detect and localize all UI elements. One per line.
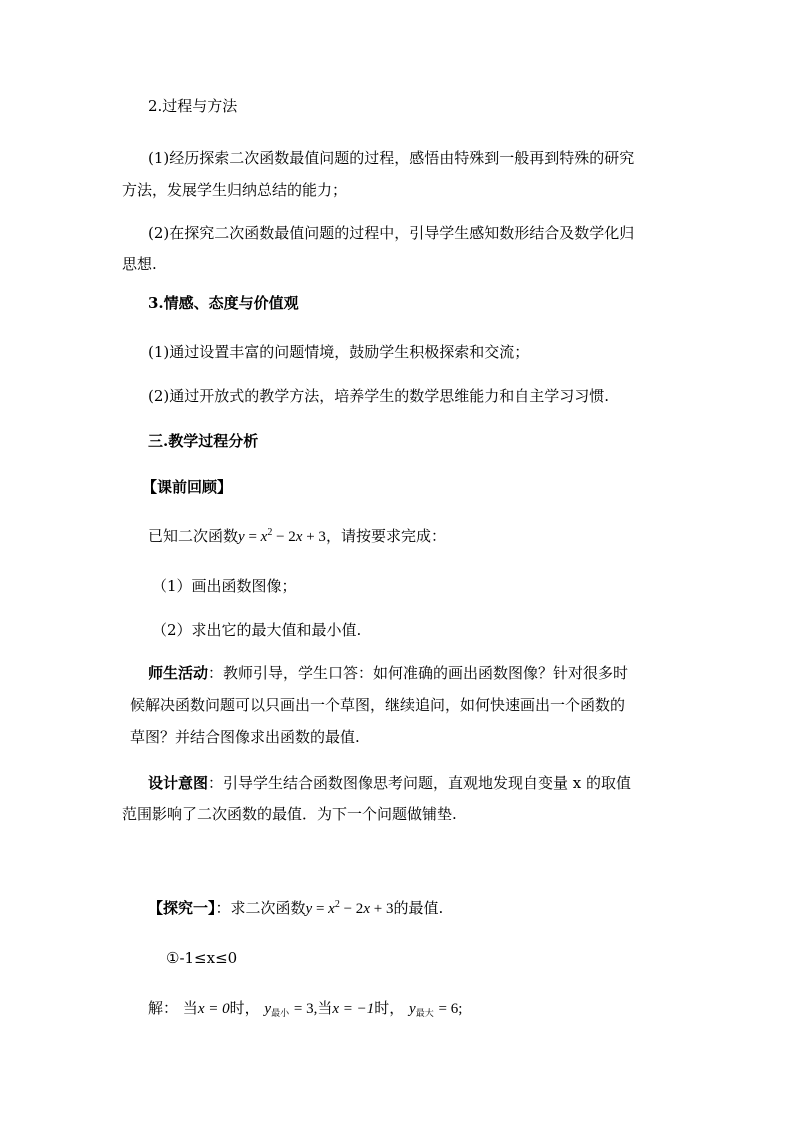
part3-heading: 三.教学过程分析: [148, 432, 259, 450]
review-intro-post: ，请按要求完成：: [325, 527, 446, 545]
sol-when-2: 当: [317, 999, 333, 1017]
explore1-label: 【探究一】: [148, 899, 216, 917]
review-heading: 【课前回顾】: [142, 478, 233, 496]
explore1-line: [148, 898, 443, 919]
sol-max-sub: 最大: [415, 1009, 434, 1019]
section2-p1-line2: 方法，发展学生归纳总结的能力；: [122, 181, 348, 199]
solution-line: [148, 998, 462, 1021]
section2-heading: 2.过程与方法: [148, 97, 238, 115]
sol-eq2: = 6;: [438, 1001, 463, 1017]
activity-text-1: ：教师引导，学生口答：如何准确的画出函数图像？针对很多时: [208, 664, 629, 682]
design-label: 设计意图: [148, 774, 209, 792]
section3-heading: 3.情感、态度与价值观: [148, 294, 299, 312]
activity-label: 师生活动: [148, 664, 209, 682]
design-line2: 范围影响了二次函数的最值．为下一个问题做铺垫.: [122, 805, 457, 823]
quadratic-formula: $y = x^2 - 2x + 3$: [238, 527, 326, 545]
explore1-text-pre: ：求二次函数: [215, 899, 306, 917]
section3-p2: (2)通过开放式的教学方法，培养学生的数学思维能力和自主学习习惯.: [148, 387, 610, 405]
sol-x1: x = 0: [197, 1001, 230, 1017]
activity-line2: 候解决函数问题可以只画出一个草图，继续追问，如何快速画出一个函数的: [130, 696, 626, 714]
section3-p1: (1)通过设置丰富的问题情境，鼓励学生积极探索和交流；: [148, 343, 530, 361]
sol-time-2: 时，: [374, 999, 405, 1017]
sol-min-sub: 最小: [271, 1009, 290, 1019]
section2-p1-line1: (1)经历探索二次函数最值问题的过程，感悟由特殊到一般再到特殊的研究: [148, 149, 635, 167]
activity-line1: [148, 663, 628, 683]
section2-p2-line2: 思想.: [122, 255, 157, 273]
explore1-case1: ①-1≤x≤0: [166, 949, 238, 967]
design-text-1: ：引导学生结合函数图像思考问题，直观地发现自变量 x 的取值: [208, 774, 632, 792]
review-q2: （2）求出它的最大值和最小值.: [152, 621, 362, 639]
review-q1: （1）画出函数图像；: [152, 577, 297, 595]
sol-eq1: = 3,: [293, 1001, 318, 1017]
review-intro: [148, 526, 446, 547]
explore1-formula: $y = x^2 - 2x + 3$: [305, 899, 394, 917]
section2-p2-line1: (2)在探究二次函数最值问题的过程中，引导学生感知数形结合及数学化归: [148, 224, 635, 242]
design-line1: [148, 773, 631, 793]
sol-y-min: y: [264, 1001, 272, 1017]
explore1-text-post: 的最值.: [393, 899, 444, 917]
sol-when-1: 当: [182, 999, 198, 1017]
review-intro-pre: 已知二次函数: [148, 527, 239, 545]
activity-line3: 草图？并结合图像求出函数的最值.: [130, 728, 360, 746]
sol-time-1: 时，: [229, 999, 260, 1017]
sol-y-max: y: [409, 1001, 416, 1017]
solution-label: 解：: [148, 999, 179, 1017]
sol-x2: x = −1: [332, 1001, 375, 1017]
